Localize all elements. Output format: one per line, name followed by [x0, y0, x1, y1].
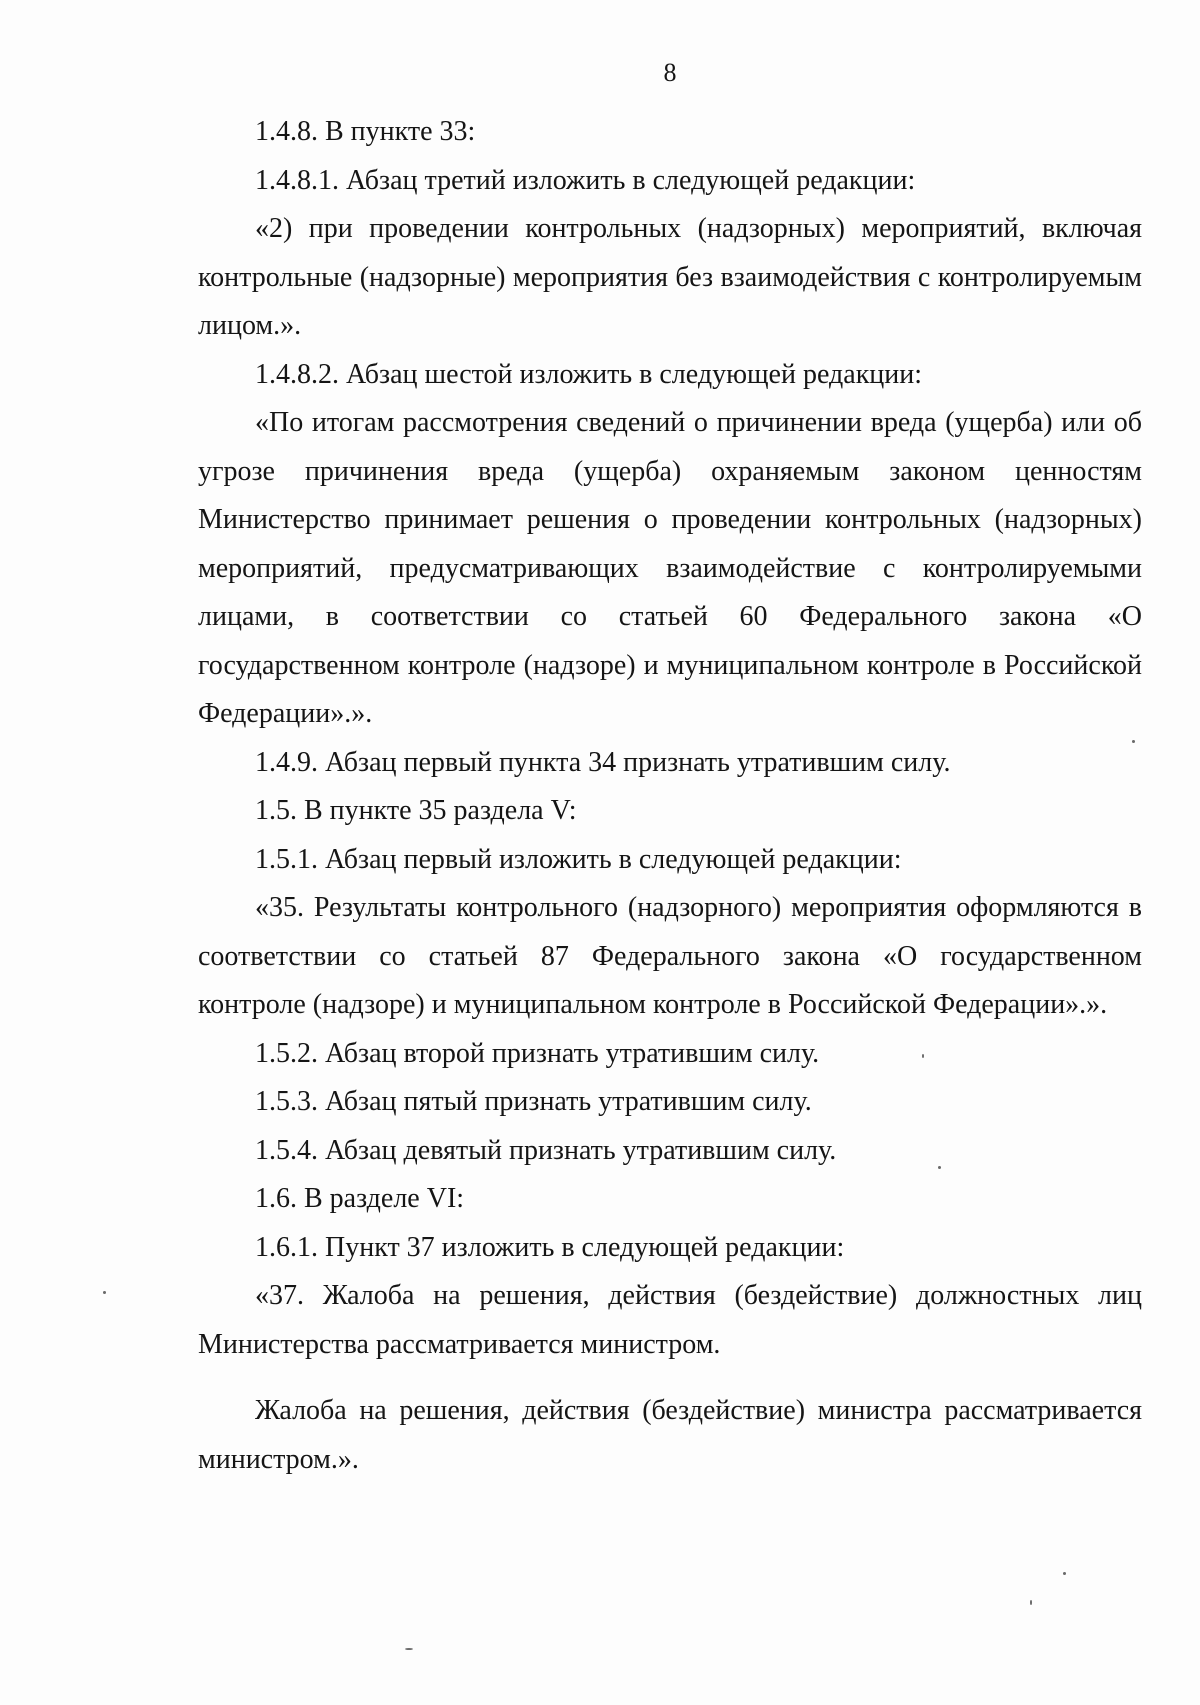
page-number: 8	[663, 58, 677, 87]
paragraph-1-4-8-1: 1.4.8.1. Абзац третий изложить в следующей редакции:	[255, 164, 916, 196]
scan-speck	[938, 1166, 941, 1169]
paragraph-1-5-2: 1.5.2. Абзац второй признать утратившим силу.	[255, 1037, 820, 1069]
scan-speck	[103, 1291, 106, 1294]
paragraph-1-5: 1.5. В пункте 35 раздела V:	[255, 795, 577, 826]
scan-speck	[1063, 1572, 1066, 1575]
paragraph-quote-item-2: «2) при проведении контрольных (надзорных) мероприятий, включая контрольные (надзорные) мероприятия без взаимодействия с контролируемым лицом.».	[198, 213, 1142, 341]
paragraph-1-4-8-2: 1.4.8.2. Абзац шестой изложить в следующей редакции:	[255, 358, 923, 390]
paragraph-quote-item-35: «35. Результаты контрольного (надзорного) мероприятия оформляются в соответствии со статьей 87 Федерального закона «О государственном контроле (надзоре) и муниципальном контроле в Российской Федерации».».	[198, 892, 1142, 1020]
document-body	[198, 108, 1142, 1484]
scan-speck	[405, 1648, 413, 1650]
paragraph-1-5-3: 1.5.3. Абзац пятый признать утратившим силу.	[255, 1086, 812, 1117]
scan-speck	[1030, 1600, 1032, 1605]
paragraph-1-4-8: 1.4.8. В пункте 33:	[255, 116, 476, 147]
paragraph-quote-item-37: «37. Жалоба на решения, действия (бездействие) должностных лиц Министерства рассматривается министром.	[198, 1280, 1142, 1360]
paragraph-1-6-1: 1.6.1. Пункт 37 изложить в следующей редакции:	[255, 1231, 845, 1263]
paragraph-1-5-1: 1.5.1. Абзац первый изложить в следующей редакции:	[255, 843, 902, 875]
paragraph-1-5-4: 1.5.4. Абзац девятый признать утратившим силу.	[255, 1134, 837, 1166]
paragraph-complaint-minister: Жалоба на решения, действия (бездействие) министра рассматривается министром.».	[198, 1395, 1142, 1475]
paragraph-1-4-9: 1.4.9. Абзац первый пункта 34 признать утратившим силу.	[255, 746, 951, 778]
paragraph-quote-harm-review: «По итогам рассмотрения сведений о причинении вреда (ущерба) или об угрозе причинения вреда (ущерба) охраняемым законом ценностям Министерство принимает решения о проведении контрольных (надзорных) мероприятий, предусматривающих взаимодействие с контролируемыми лицами, в соответствии со статьей 60 Федерального закона «О государственном контроле (надзоре) и муниципальном контроле в Российской Федерации».».	[198, 407, 1142, 729]
scan-speck	[922, 1054, 924, 1058]
paragraph-1-6: 1.6. В разделе VI:	[255, 1183, 465, 1214]
scan-speck	[1132, 740, 1135, 743]
